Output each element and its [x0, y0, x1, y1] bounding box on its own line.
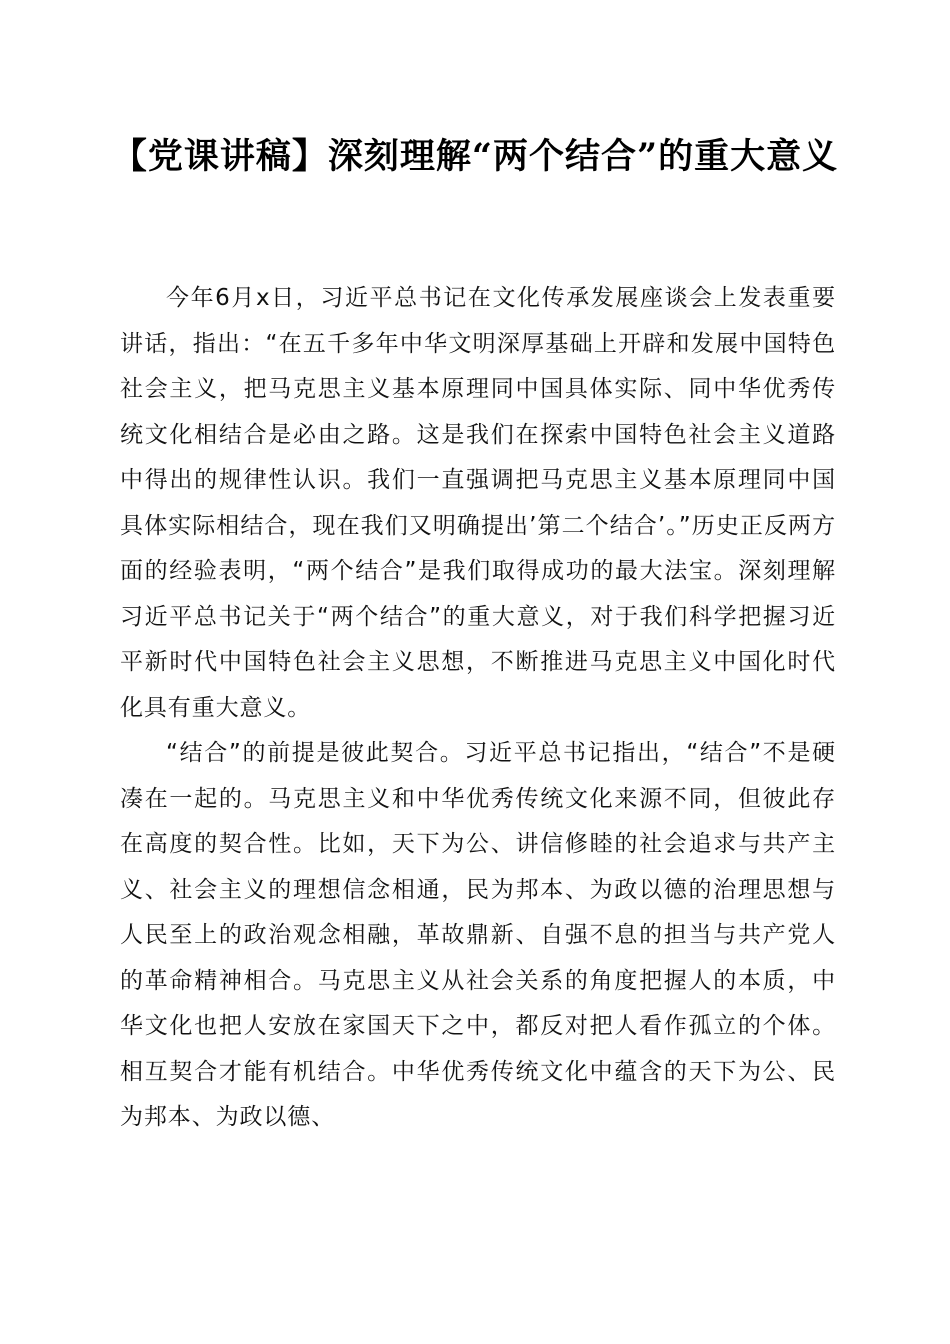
paragraph-1: 今年6月x日，习近平总书记在文化传承发展座谈会上发表重要讲话，指出：“在五千多年中华文明深厚基础上开辟和发展中国特色社会主义，把马克思主义基本原理同中国具体实际、同中华优秀传统文化相结合是必由之路。这是我们在探索中国特色社会主义道路中得出的规律性认识。我们一直强调把马克思主义基本原理同中国具体实际相结合，现在我们又明确提出’第二个结合’。”历史正反两方面的经验表明，“两个结合”是我们取得成功的最大法宝。深刻理解习近平总书记关于“两个结合”的重大意义，对于我们科学把握习近平新时代中国特色社会主义思想，不断推进马克思主义中国化时代化具有重大意义。: [120, 285, 836, 721]
document-body: [120, 276, 836, 1141]
paragraph-2: “结合”的前提是彼此契合。习近平总书记指出，“结合”不是硬凑在一起的。马克思主义和中华优秀传统文化来源不同，但彼此存在高度的契合性。比如，天下为公、讲信修睦的社会追求与共产主义、社会主义的理想信念相通，民为邦本、为政以德的治理思想与人民至上的政治观念相融，革故鼎新、自强不息的担当与共产党人的革命精神相合。马克思主义从社会关系的角度把握人的本质，中华文化也把人安放在家国天下之中，都反对把人看作孤立的个体。相互契合才能有机结合。中华优秀传统文化中蕴含的天下为公、民为邦本、为政以德、: [120, 740, 836, 1130]
document-title: 【党课讲稿】深刻理解“两个结合”的重大意义: [111, 136, 839, 177]
